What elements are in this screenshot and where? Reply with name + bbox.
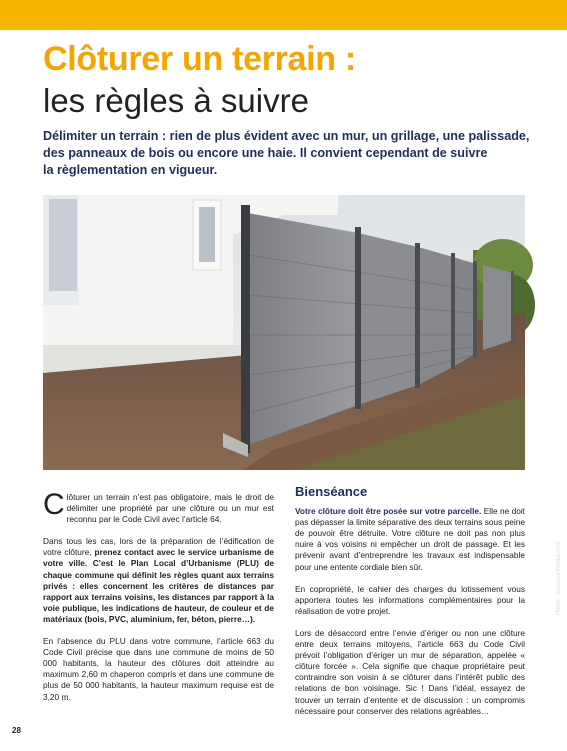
page-number: 28 (12, 726, 21, 735)
section-title-bienseance: Bienséance (295, 484, 368, 499)
bienseance-paragraph-3: Lors de désaccord entre l’envie d’ériger ou non une clôture entre deux terrains mitoyens, l’article 663 du Code Civil prévoit l’obligation d’ériger un mur de séparation, appelée « clôture forcée ». Cela signifie que chaque propriétaire peut contraindre son voisin à se clôturer dans l’intérêt public des relations de bon voisinage. Sic ! Dans l’idéal, essayez de trouver un terrain d’entente et de discussion : un compromis nécessaire pour conserver des relations agréables… (295, 627, 525, 716)
lead-line-3: la règlementation en vigueur. (43, 163, 218, 177)
bienseance-paragraph-1: Votre clôture doit être posée sur votre parcelle. Elle ne doit pas dépasser la limite séparative des deux terrains sous peine de pouvoir être détruite. Votre clôture ne doit pas non plus nuire à vos voisins ni empêcher un droit de passage. Et les prévenir avant d’entreprendre les travaux est indispensable pour une entente cordiale bien sûr. (295, 506, 525, 572)
photo-credit: Photo : ssbsalor/fotolia.com (556, 541, 562, 615)
bienseance-paragraph-2: En copropriété, le cahier des charges du lotissement vous apportera toutes les informations complémentaires pour la réalisation de votre projet. (295, 583, 525, 616)
lead-line-1: Délimiter un terrain : rien de plus évident avec un mur, un grillage, une palissade, (43, 129, 530, 143)
right-column (295, 486, 525, 728)
height-paragraph: En l’absence du PLU dans votre commune, l’article 663 du Code Civil précise que dans une commune de moins de 50 000 habitants, la hauteur des clôtures doit atteindre au maximum 2,60 m chaperon compris et dans une commune de plus de 50 000 habitants, la hauteur maximum requise est de 3,20 m. (43, 636, 274, 702)
page-title-line-2: les règles à suivre (43, 82, 309, 119)
lead-line-2: des panneaux de bois ou encore une haie. Il convient cependant de suivre (43, 146, 488, 160)
bienseance-emphasis: Votre clôture doit être posée sur votre parcelle. (295, 506, 482, 517)
lead-paragraph (43, 128, 533, 179)
page-title-line-1: Clôturer un terrain : (43, 40, 356, 78)
intro-paragraph: Clôturer un terrain n’est pas obligatoire, mais le droit de délimiter une propriété par une clôture ou un mur est reconnu par le Code Civil avec l’article 64. (43, 488, 274, 525)
plu-emphasis: prenez contact avec le service urbanisme de votre ville. C’est le Plan Local d’Urbanisme (PLU) de chaque commune qui définit les règles quant aux terrains privés : elles concernent les critères de distances par rapport aux terrains voisins, les distances par rapport à la voie publique, les indications de hauteur, de couleur et de matériaux (bois, PVC, aluminium, fer, béton, pierre…). (43, 547, 275, 624)
left-column (43, 488, 275, 714)
top-accent-bar (0, 0, 567, 30)
drop-cap: C (43, 488, 65, 521)
plu-paragraph: Dans tous les cas, lors de la préparation de l’édification de votre clôture, prenez contact avec le service urbanisme de votre ville. C’est le Plan Local d’Urbanisme (PLU) de chaque commune qui définit les règles quant aux terrains privés : elles concernent les critères de distances par rapport aux terrains voisins, les distances par rapport à la voie publique, les indications de hauteur, de couleur et de matériaux (bois, PVC, aluminium, fer, béton, pierre…). (43, 536, 275, 624)
